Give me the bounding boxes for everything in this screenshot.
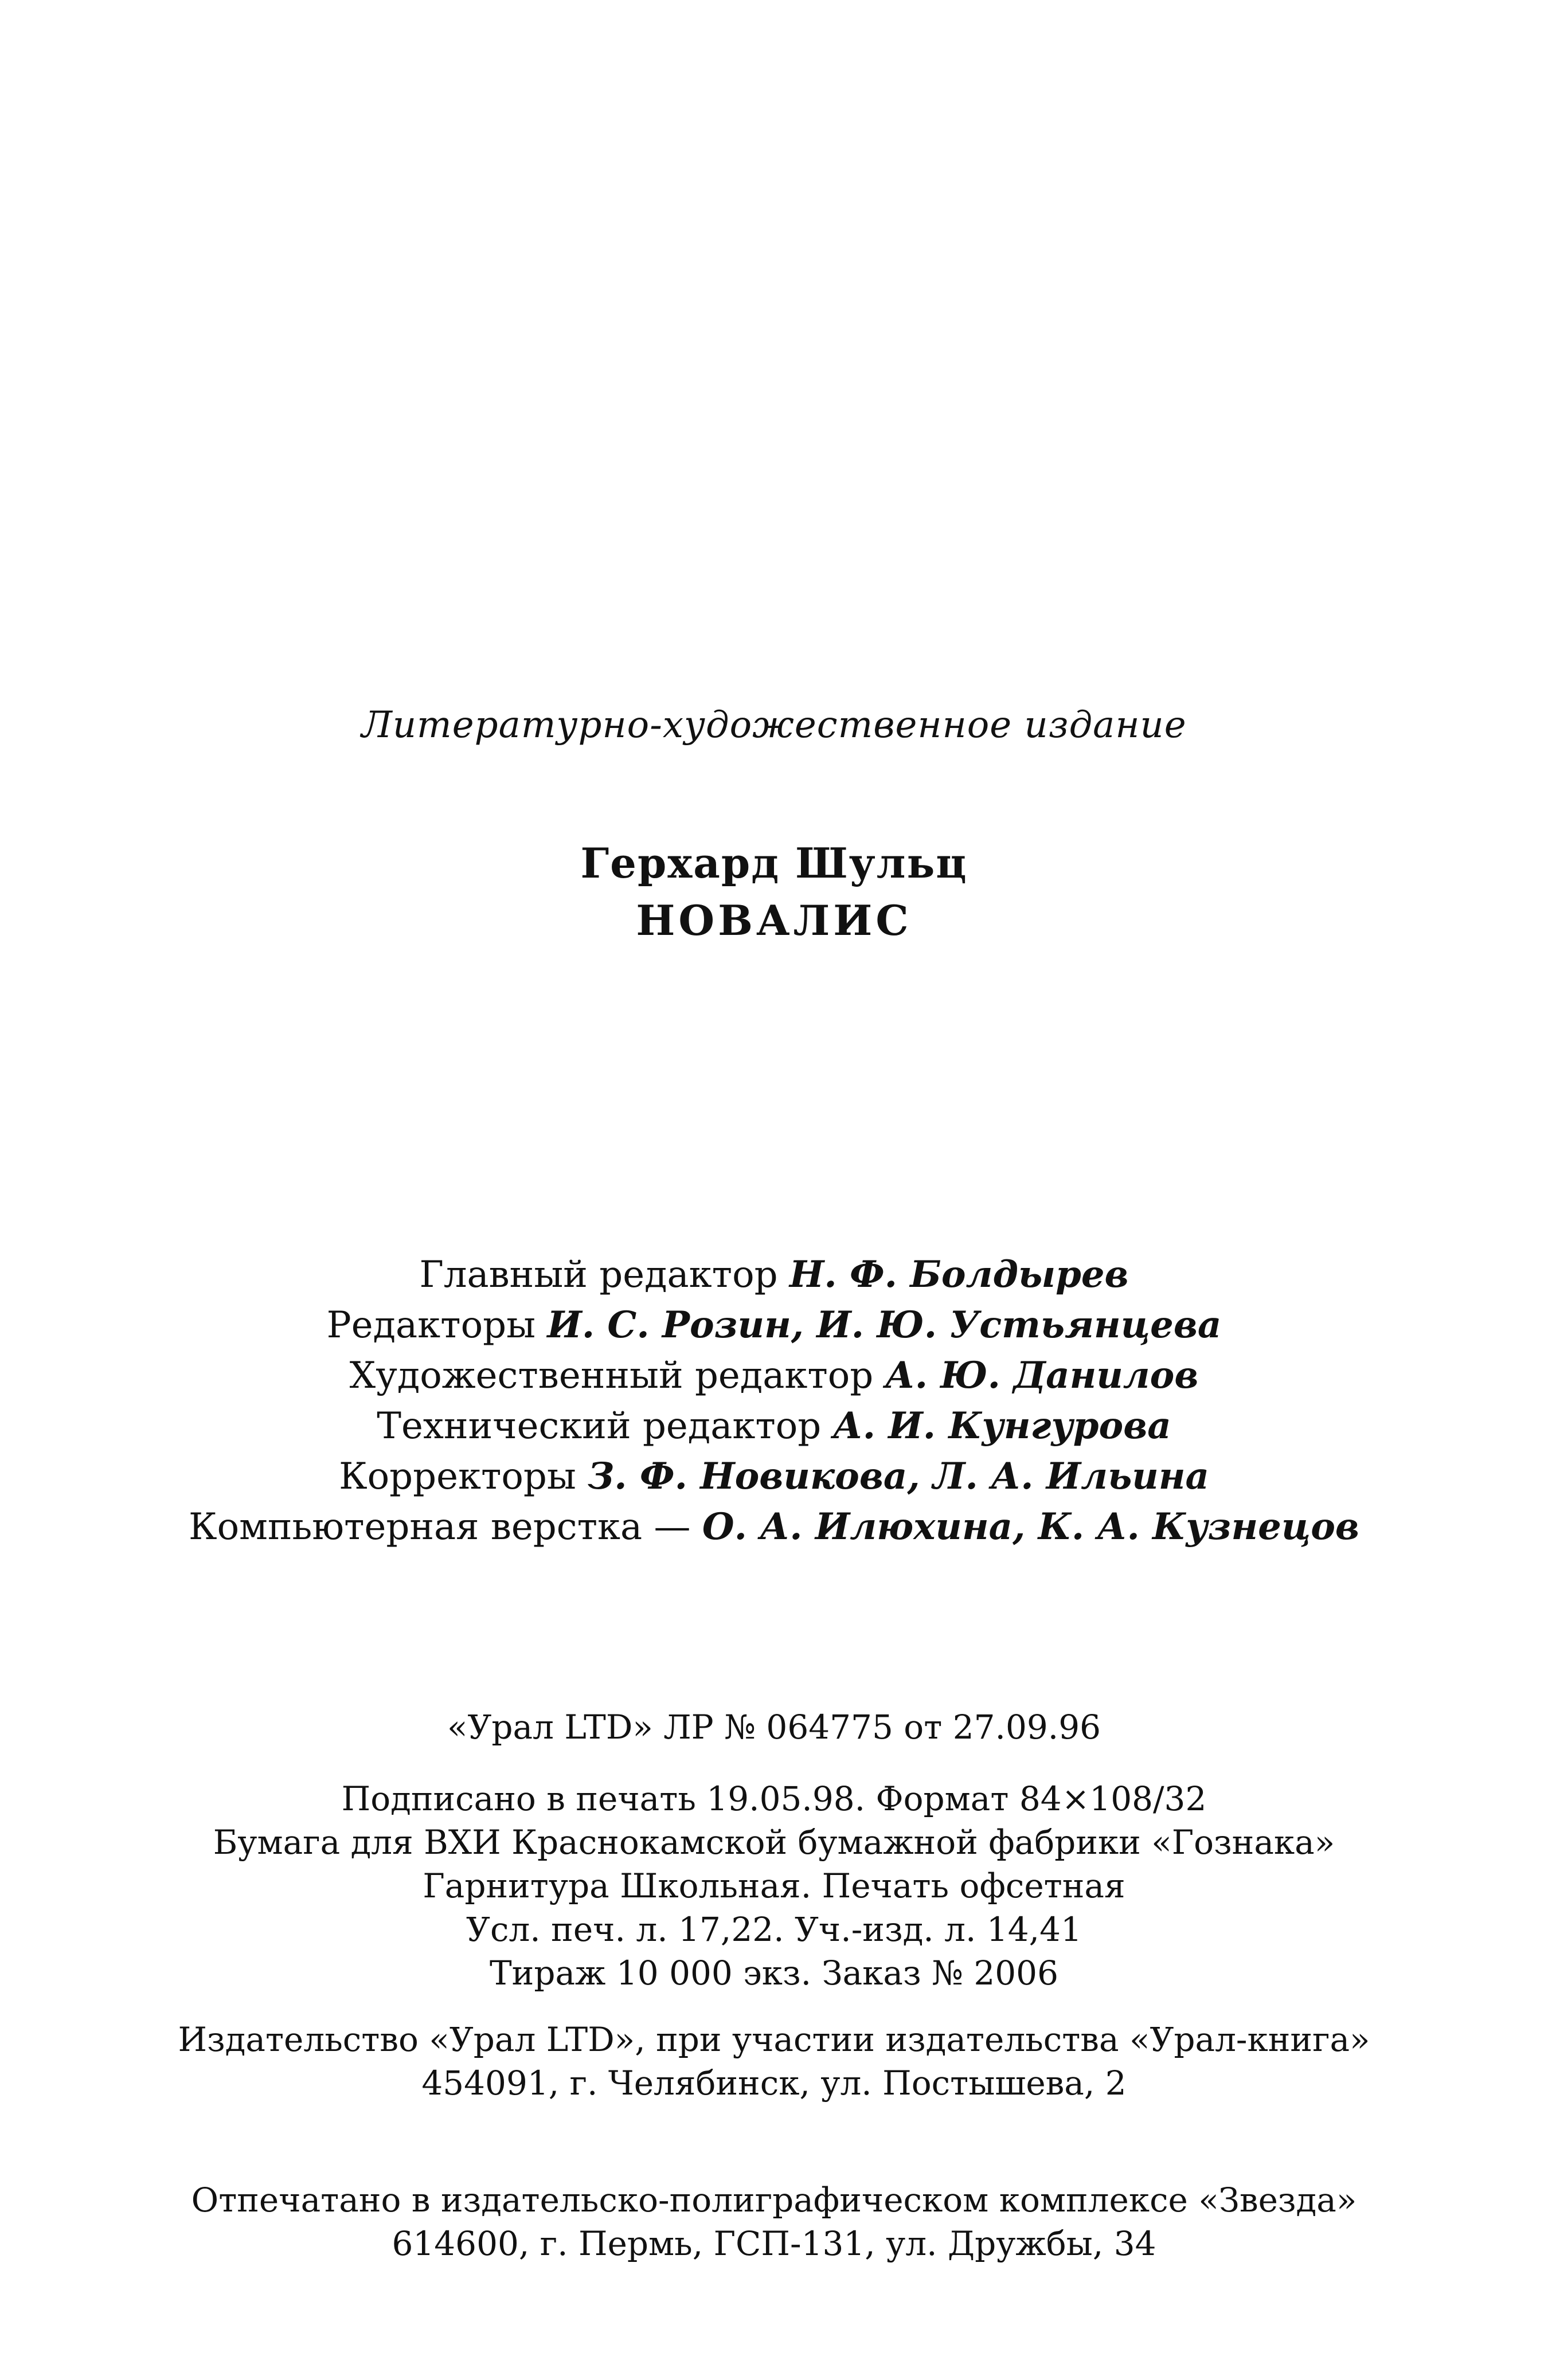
print-info-line: Бумага для ВХИ Краснокамской бумажной фабрики «Гознака» [213,1823,1335,1862]
publisher-block [0,2018,1548,2105]
genre-text: Литературно-художественное издание [361,704,1187,746]
credit-names: И. С. Розин, И. Ю. Устьянцева [547,1303,1222,1346]
credit-role: Художественный редактор [349,1355,885,1397]
credit-names: Н. Ф. Болдырев [789,1253,1129,1296]
genre-line [0,702,1548,748]
book-title-line [0,894,1548,947]
credit-line-chief-editor [0,1250,1548,1300]
print-info-block [0,1777,1548,1995]
publisher-address: 454091, г. Челябинск, ул. Постышева, 2 [421,2064,1127,2103]
print-info-line: Гарнитура Школьная. Печать офсетная [423,1866,1125,1905]
printer-address: 614600, г. Пермь, ГСП-131, ул. Дружбы, 34 [392,2224,1156,2263]
credit-role: Главный редактор [419,1254,789,1296]
printer-line: Отпечатано в издательско-полиграфическом комплексе «Звезда» [191,2181,1357,2219]
credit-names: О. А. Илюхина, К. А. Кузнецов [702,1505,1359,1548]
credits-block [0,1250,1548,1552]
author-name: Герхард Шульц [580,839,968,887]
author-line [0,837,1548,890]
book-title: НОВАЛИС [636,896,912,945]
credit-names: З. Ф. Новикова, Л. А. Ильина [588,1455,1209,1498]
credit-line-art-editor [0,1351,1548,1401]
credit-line-editors [0,1300,1548,1351]
printer-block [0,2178,1548,2265]
publisher-line: Издательство «Урал LTD», при участии издательства «Урал-книга» [178,2020,1370,2059]
credit-role: Редакторы [326,1304,548,1346]
credit-line-technical-editor [0,1401,1548,1451]
print-info-line: Усл. печ. л. 17,22. Уч.-изд. л. 14,41 [466,1910,1082,1949]
license-block [0,1705,1548,1749]
credit-line-proofreaders [0,1451,1548,1502]
credit-role: Компьютерная верстка — [189,1506,702,1548]
credit-names: А. Ю. Данилов [885,1354,1199,1397]
credit-line-layout [0,1502,1548,1552]
print-info-line: Тираж 10 000 экз. Заказ № 2006 [489,1954,1058,1993]
credit-names: А. И. Кунгурова [832,1404,1171,1447]
license-line: «Урал LTD» ЛР № 064775 от 27.09.96 [447,1708,1101,1747]
credit-role: Корректоры [339,1455,588,1498]
print-info-line: Подписано в печать 19.05.98. Формат 84×108/32 [341,1779,1207,1818]
credit-role: Технический редактор [377,1405,833,1447]
